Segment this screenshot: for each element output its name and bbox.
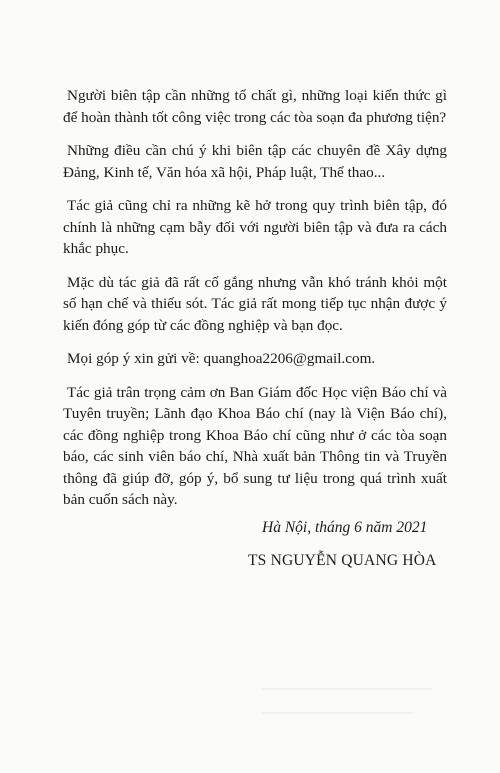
bleed-through-mark	[262, 688, 432, 690]
paragraph-limitations: Mặc dù tác giả đã rất cố gắng nhưng vẫn khó tránh khỏi một số hạn chế và thiếu sót. Tác giả rất mong tiếp tục nhận được ý kiến đóng góp từ các đồng nghiệp và bạn đọc.	[63, 273, 447, 334]
place-date: Hà Nội, tháng 6 năm 2021	[262, 519, 428, 536]
author-name: TS NGUYỄN QUANG HÒA	[248, 552, 437, 569]
paragraph-qualities: Người biên tập cần những tố chất gì, những loại kiến thức gì để hoàn thành tốt công việc trong các tòa soạn đa phương tiện?	[63, 87, 447, 126]
preface-body	[63, 85, 447, 523]
paragraph-acknowledgements: Tác giả trân trọng cảm ơn Ban Giám đốc Học viện Báo chí và Tuyên truyền; Lãnh đạo Khoa Báo chí (nay là Viện Báo chí), các đồng nghiệp trong Khoa Báo chí cũng như ở các tòa soạn báo, các sinh viên báo chí, Nhà xuất bản Thông tin và Truyền thông đã giúp đỡ, góp ý, bổ sung tư liệu trong quá trình xuất bản cuốn sách này.	[63, 383, 447, 508]
paragraph-contact: Mọi góp ý xin gửi về: quanghoa2206@gmail.com.	[67, 350, 376, 367]
paragraph-pitfalls: Tác giả cũng chỉ ra những kẽ hở trong quy trình biên tập, đó chính là những cạm bẫy đối với người biên tập và đưa ra cách khắc phục.	[63, 197, 447, 257]
bleed-through-mark	[262, 712, 412, 714]
paragraph-topics: Những điều cần chú ý khi biên tập các chuyên đề Xây dựng Đảng, Kinh tế, Văn hóa xã hội, Pháp luật, Thể thao...	[63, 142, 447, 181]
